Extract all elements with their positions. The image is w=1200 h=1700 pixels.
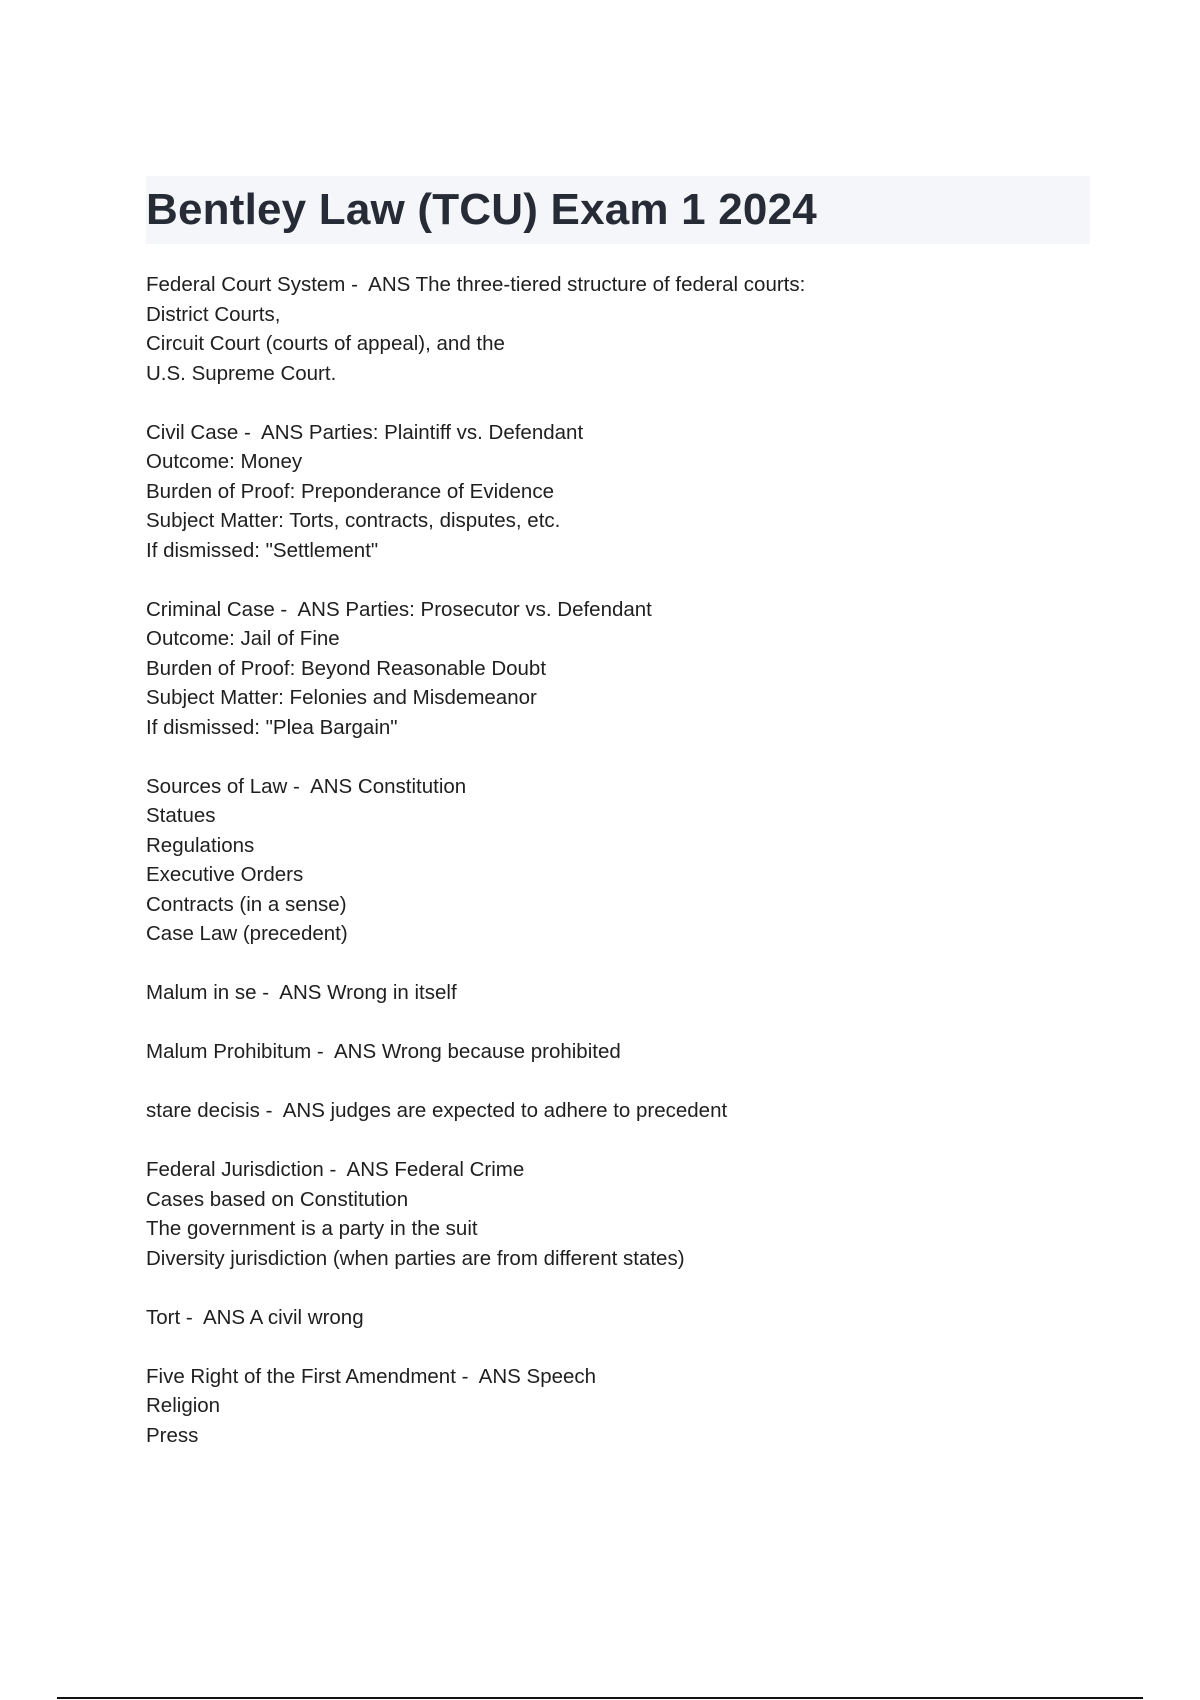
footer-divider — [57, 1697, 1143, 1699]
entry-answer-line: Burden of Proof: Preponderance of Evidence — [146, 479, 554, 503]
qa-entry — [146, 1037, 1086, 1067]
entry-answer-line: Religion — [146, 1394, 221, 1417]
entry-question-line: Malum Prohibitum - ANS Wrong because prohibited — [146, 1040, 621, 1063]
entry-answer-line: If dismissed: "Plea Bargain" — [146, 715, 398, 739]
entry-answer-line: Cases based on Constitution — [146, 1187, 409, 1211]
document-title: Bentley Law (TCU) Exam 1 2024 — [146, 185, 817, 234]
qa-entry — [146, 1155, 1086, 1273]
entry-answer-line: Executive Orders — [146, 863, 304, 886]
entry-answer-line: If dismissed: "Settlement" — [146, 538, 379, 562]
entry-question-line: Five Right of the First Amendment - ANS Speech — [146, 1364, 597, 1388]
entry-answer-line: The government is a party in the suit — [146, 1217, 478, 1240]
entry-question-line: Malum in se - ANS Wrong in itself — [146, 981, 457, 1004]
entry-question-line: Tort - ANS A civil wrong — [146, 1305, 364, 1329]
entry-answer-line: Case Law (precedent) — [146, 922, 348, 945]
entry-answer-line: Outcome: Money — [146, 450, 303, 473]
entry-answer-line: U.S. Supreme Court. — [146, 361, 337, 385]
entry-answer-line: Outcome: Jail of Fine — [146, 627, 340, 650]
qa-entry — [146, 270, 1086, 388]
qa-entry — [146, 978, 1086, 1008]
entry-answer-line: Contracts (in a sense) — [146, 892, 347, 916]
qa-entry — [146, 1303, 1086, 1333]
qa-entry — [146, 1096, 1086, 1126]
qa-entry — [146, 1362, 1086, 1451]
entry-answer-line: Press — [146, 1423, 199, 1447]
document-body — [146, 270, 1086, 1480]
entry-question-line: stare decisis - ANS judges are expected to adhere to precedent — [146, 1099, 728, 1122]
entry-question-line: Federal Jurisdiction - ANS Federal Crime — [146, 1158, 525, 1181]
entry-answer-line: Subject Matter: Felonies and Misdemeanor — [146, 686, 537, 709]
entry-answer-line: Diversity jurisdiction (when parties are from different states) — [146, 1246, 685, 1270]
qa-entry — [146, 595, 1086, 743]
qa-entry — [146, 772, 1086, 949]
qa-entry — [146, 418, 1086, 566]
entry-question-line: Federal Court System - ANS The three-tiered structure of federal courts: — [146, 273, 806, 296]
entry-answer-line: Circuit Court (courts of appeal), and the — [146, 332, 505, 355]
entry-answer-line: District Courts, — [146, 302, 281, 326]
entry-answer-line: Burden of Proof: Beyond Reasonable Doubt — [146, 656, 547, 680]
entry-question-line: Sources of Law - ANS Constitution — [146, 774, 467, 798]
entry-answer-line: Subject Matter: Torts, contracts, disputes, etc. — [146, 509, 561, 532]
entry-answer-line: Statues — [146, 804, 216, 827]
entry-question-line: Civil Case - ANS Parties: Plaintiff vs. Defendant — [146, 420, 584, 444]
entry-answer-line: Regulations — [146, 833, 255, 857]
entry-question-line: Criminal Case - ANS Parties: Prosecutor vs. Defendant — [146, 597, 652, 621]
